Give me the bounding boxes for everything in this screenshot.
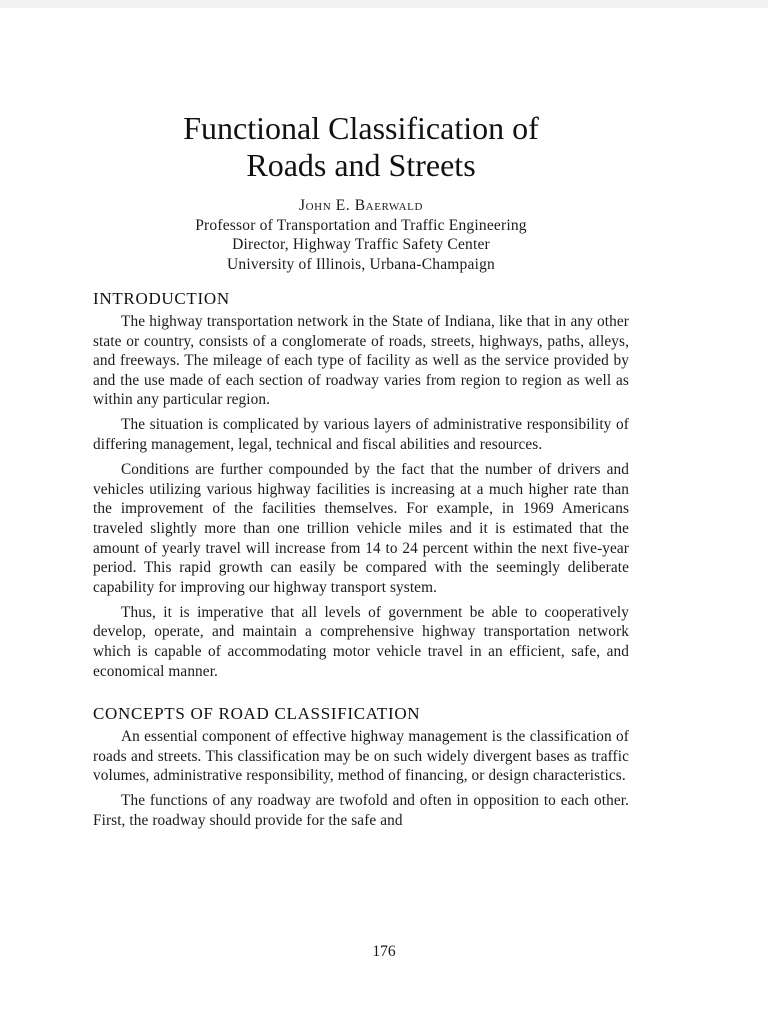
document-page	[93, 110, 629, 831]
paragraph: Conditions are further compounded by the fact that the number of drivers and vehicles utilizing various highway facilities is increasing at a much higher rate than the improvement of the facilities themselves. For example, in 1969 Americans traveled slightly more than one trillion vehicle miles and it is estimated that the amount of yearly travel will increase from 14 to 24 percent within the next five-year period. This rapid growth can easily be compared with the seemingly deliberate capability for improving our highway transport system.	[93, 461, 629, 596]
paragraph: The highway transportation network in the State of Indiana, like that in any other state or country, consists of a conglomerate of roads, streets, highways, paths, alleys, and freeways. The mileage of each type of facility as well as the service provided by and the use made of each section of roadway varies from region to region as well as within any particular region.	[93, 313, 629, 409]
title-line-2: Roads and Streets	[246, 147, 476, 183]
author-name: John E. Baerwald	[298, 197, 424, 214]
paragraph: Thus, it is imperative that all levels of government be able to cooperatively develop, operate, and maintain a comprehensive highway transportation network which is capable of accommodating motor vehicle travel in an efficient, safe, and economical manner.	[93, 603, 629, 680]
section-heading-introduction: INTRODUCTION	[93, 289, 230, 308]
article-title	[93, 110, 629, 184]
affiliation-line: Professor of Transportation and Traffic Engineering	[195, 216, 527, 234]
byline	[93, 196, 629, 274]
section-heading-concepts: CONCEPTS OF ROAD CLASSIFICATION	[93, 704, 421, 724]
title-line-1: Functional Classification of	[183, 110, 539, 146]
paragraph: The functions of any roadway are twofold and often in opposition to each other. First, the roadway should provide for the safe and	[93, 792, 629, 830]
viewer-top-strip	[0, 0, 768, 8]
paragraph: An essential component of effective highway management is the classification of roads and streets. This classification may be on such widely divergent bases as traffic volumes, administrative responsibility, method of financing, or design characteristics.	[93, 728, 629, 785]
page-number: 176	[372, 943, 396, 960]
affiliation-line: University of Illinois, Urbana-Champaign	[226, 255, 495, 273]
paragraph: The situation is complicated by various layers of administrative responsibility of differing management, legal, technical and fiscal abilities and resources.	[93, 416, 629, 454]
affiliation-line: Director, Highway Traffic Safety Center	[232, 236, 490, 253]
